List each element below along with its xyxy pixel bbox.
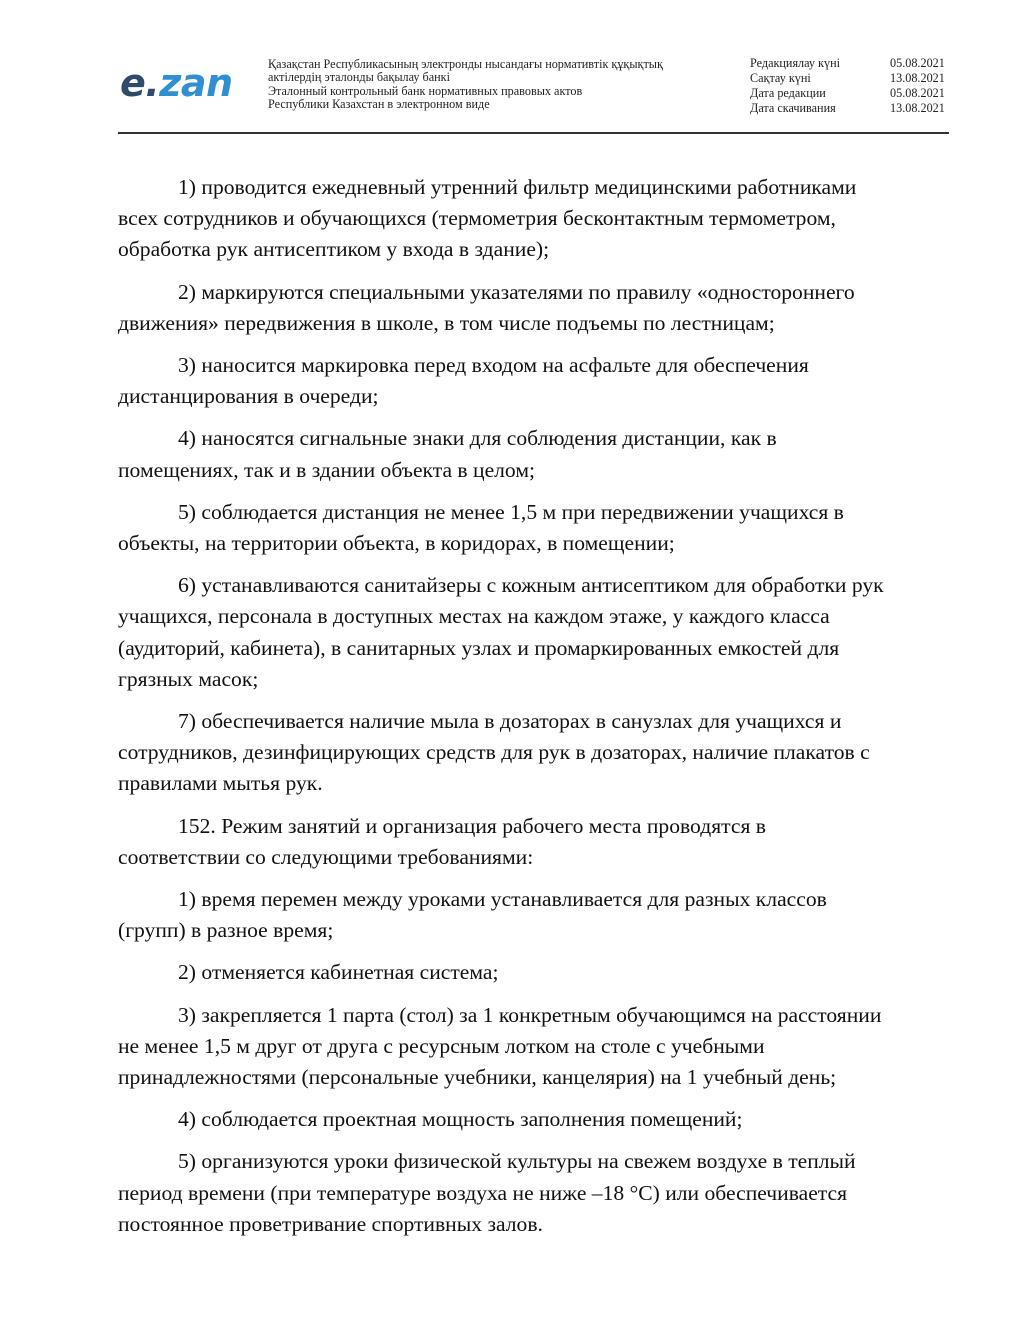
date-label: Дата редакции	[750, 86, 826, 100]
paragraph-line: помещениях, так и в здании объекта в целом;	[118, 457, 535, 482]
paragraph-line: 152. Режим занятий и организация рабочего места проводятся в	[178, 813, 766, 838]
paragraph-line: постоянное проветривание спортивных залов.	[118, 1211, 543, 1236]
paragraph-line: учащихся, персонала в доступных местах на каждом этаже, у каждого класса	[118, 604, 830, 629]
body-paragraph	[118, 277, 949, 339]
date-label: Дата скачивания	[750, 101, 836, 115]
paragraph-line: (аудиторий, кабинета), в санитарных узлах и промаркированных емкостей для	[118, 635, 840, 660]
header-description-line: Республики Казахстан в электронном виде	[268, 97, 490, 112]
body-paragraph	[118, 350, 949, 412]
paragraph-line: дистанцирования в очереди;	[118, 384, 379, 409]
date-value: 05.08.2021	[890, 56, 945, 70]
body-paragraph	[118, 497, 949, 559]
date-value: 13.08.2021	[890, 101, 945, 115]
paragraph-line: 2) отменяется кабинетная система;	[178, 960, 499, 985]
paragraph-line: соответствии со следующими требованиями:	[118, 844, 534, 869]
body-paragraph	[118, 1104, 949, 1135]
date-label: Редакциялау күні	[750, 56, 840, 70]
body-paragraph	[118, 957, 949, 988]
paragraph-line: 3) закрепляется 1 парта (стол) за 1 конкретным обучающимся на расстоянии	[178, 1002, 882, 1027]
paragraph-line: правилами мытья рук.	[118, 771, 323, 796]
date-row	[750, 86, 950, 101]
paragraph-line: 7) обеспечивается наличие мыла в дозаторах в санузлах для учащихся и	[178, 709, 842, 734]
body-paragraph	[118, 172, 949, 266]
header-description-line: актілердің эталонды бақылау банкі	[268, 70, 450, 85]
document-body	[118, 172, 949, 1251]
date-row	[750, 101, 950, 116]
paragraph-line: 1) проводится ежедневный утренний фильтр медицинскими работниками	[178, 175, 857, 199]
document-header	[118, 52, 949, 132]
header-description	[268, 58, 718, 112]
paragraph-line: обработка рук антисептиком у входа в здание);	[118, 237, 550, 262]
header-description-line: Эталонный контрольный банк нормативных правовых актов	[268, 83, 583, 98]
paragraph-line: (групп) в разное время;	[118, 918, 334, 943]
paragraph-line: не менее 1,5 м друг от друга с ресурсным лотком на столе с учебными	[118, 1033, 765, 1058]
date-row	[750, 71, 950, 86]
paragraph-line: принадлежностями (персональные учебники, канцелярия) на 1 учебный день;	[118, 1065, 837, 1090]
paragraph-line: период времени (при температуре воздуха не ниже –18 °С) или обеспечивается	[118, 1180, 848, 1205]
paragraph-line: объекты, на территории объекта, в коридорах, в помещении;	[118, 531, 675, 556]
paragraph-line: грязных масок;	[118, 666, 259, 691]
date-label: Сақтау күні	[750, 71, 811, 85]
paragraph-line: 6) устанавливаются санитайзеры с кожным антисептиком для обработки рук	[178, 573, 884, 598]
paragraph-line: 5) соблюдается дистанция не менее 1,5 м при передвижении учащихся в	[178, 499, 844, 524]
paragraph-line: 1) время перемен между уроками устанавливается для разных классов	[178, 887, 827, 912]
header-description-line: Қазақстан Республикасының электронды нысандағы нормативтік құқықтық	[268, 57, 663, 71]
header-dates	[750, 56, 950, 116]
ezan-logo: e.zan	[120, 61, 233, 105]
body-paragraph	[118, 570, 949, 695]
body-paragraph	[118, 706, 949, 800]
paragraph-line: всех сотрудников и обучающихся (термометрия бесконтактным термометром,	[118, 206, 836, 231]
date-value: 13.08.2021	[890, 71, 945, 85]
paragraph-line: 2) маркируются специальными указателями по правилу «одностороннего	[178, 279, 855, 304]
body-paragraph	[118, 423, 949, 485]
paragraph-line: 4) соблюдается проектная мощность заполнения помещений;	[178, 1107, 743, 1132]
paragraph-line: 4) наносятся сигнальные знаки для соблюдения дистанции, как в	[178, 426, 777, 451]
paragraph-line: 5) организуются уроки физической культуры на свежем воздухе в теплый	[178, 1149, 856, 1174]
date-row	[750, 56, 950, 71]
body-paragraph	[118, 1146, 949, 1240]
body-paragraph	[118, 884, 949, 946]
body-paragraph	[118, 1000, 949, 1094]
paragraph-line: движения» передвижения в школе, в том числе подъемы по лестницам;	[118, 310, 775, 335]
header-divider	[118, 132, 949, 134]
body-paragraph	[118, 811, 949, 873]
paragraph-line: 3) наносится маркировка перед входом на асфальте для обеспечения	[178, 353, 809, 378]
date-value: 05.08.2021	[890, 86, 945, 100]
paragraph-line: сотрудников, дезинфицирующих средств для рук в дозаторах, наличие плакатов с	[118, 740, 870, 765]
